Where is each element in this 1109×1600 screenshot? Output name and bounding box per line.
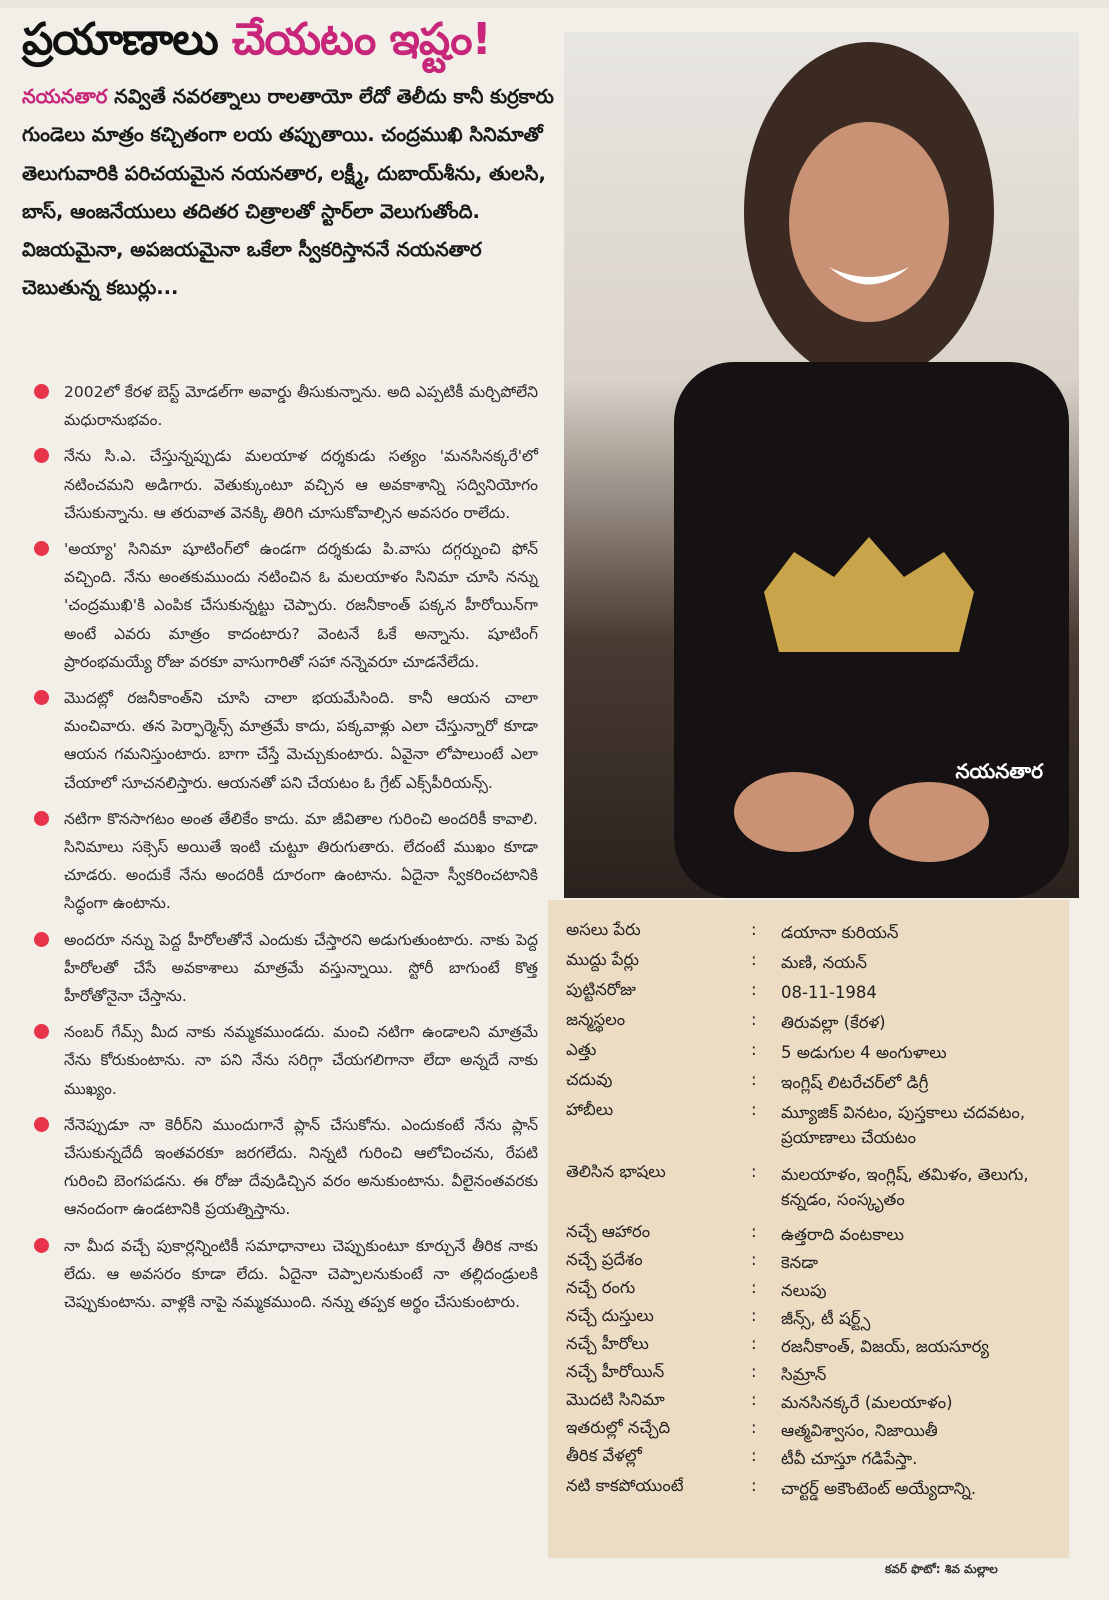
fact-value: రజనీకాంత్, విజయ్, జయసూర్య — [781, 1337, 989, 1356]
fact-colon: : — [751, 1040, 757, 1059]
fact-colon: : — [751, 1070, 757, 1089]
fact-label: నచ్చే హీరోయిన్ — [566, 1362, 665, 1381]
fact-colon: : — [751, 1476, 757, 1495]
fact-label: ఇతరుల్లో నచ్చేది — [566, 1418, 671, 1437]
fact-label: తీరిక వేళల్లో — [566, 1446, 642, 1465]
fact-colon: : — [751, 950, 757, 969]
fact-colon: : — [751, 1306, 757, 1325]
bullet-item — [26, 1018, 538, 1103]
fact-label: చదువు — [566, 1070, 613, 1089]
fact-value: డయానా కురియన్ — [781, 923, 899, 942]
bullet-dot-icon — [34, 1024, 49, 1039]
headline — [22, 14, 491, 76]
fact-value: తిరువల్లా (కేరళ) — [781, 1013, 886, 1032]
fact-colon: : — [751, 1100, 757, 1119]
fact-box — [548, 900, 1069, 1558]
bullet-item — [26, 1111, 538, 1224]
fact-colon: : — [751, 1446, 757, 1465]
fact-label: మొదటి సినిమా — [566, 1390, 665, 1409]
bullet-text: నంబర్ గేమ్స్ మీద నాకు నమ్మకముండదు. మంచి నటిగా ఉండాలని మాత్రమే నేను కోరుకుంటాను. నా పని నేను సరిగ్గా చేయగలిగానా లేదా అన్నదే నాకు ముఖ్యం. — [64, 1023, 538, 1098]
bullet-item — [26, 378, 538, 434]
fact-colon: : — [751, 1250, 757, 1269]
fact-value: జీన్స్, టీ షర్ట్స్ — [781, 1309, 871, 1328]
fact-label: అసలు పేరు — [566, 920, 641, 939]
fact-value: సిమ్రాన్ — [781, 1365, 827, 1384]
intro-text: నవ్వితే నవరత్నాలు రాలతాయో లేదో తెలీదు కానీ కుర్రకారు గుండెలు మాత్రం కచ్చితంగా లయ తప్పుతాయి. చంద్రముఖి సినిమాతో తెలుగువారికి పరిచయమైన నయనతార, లక్ష్మీ, దుబాయ్‌శీను, తులసి, బాస్, ఆంజనేయులు తదితర చిత్రాలతో స్టార్‌లా వెలుగుతోంది. విజయమైనా, అపజయమైనా ఒకేలా స్వీకరిస్తాననే నయనతార చెబుతున్న కబుర్లు... — [22, 85, 554, 300]
fact-value: చార్టర్డ్ అకౌంటెంట్ అయ్యేదాన్ని. — [781, 1479, 977, 1498]
fact-value: మణి, నయన్ — [781, 953, 867, 972]
bullet-item — [26, 1232, 538, 1317]
bullet-dot-icon — [34, 1238, 49, 1253]
page-top-band — [0, 0, 1109, 8]
photo-caption: నయనతార — [955, 759, 1043, 783]
bullet-text: నటిగా కొనసాగటం అంత తేలికేం కాదు. మా జీవితాల గురించి అందరికీ కావాలి. సినిమాలు సక్సెస్ అయితే ఇంటి చుట్టూ తిరుగుతారు. లేదంటే ముఖం కూడా చూడరు. అందుకే నేను అందరికీ దూరంగా ఉంటాను. ఏదైనా స్వీకరించటానికి సిద్ధంగా ఉంటాను. — [64, 809, 538, 913]
fact-label: ముద్దు పేర్లు — [566, 950, 639, 969]
bullet-dot-icon — [34, 448, 49, 463]
fact-colon: : — [751, 920, 757, 939]
bullet-text: 'అయ్యా' సినిమా షూటింగ్‌లో ఉండగా దర్శకుడు పి.వాసు దగ్గర్నుంచి ఫోన్ వచ్చింది. నేను అంతకుముందు నటించిన ఓ మలయాళం సినిమా చూసి నన్ను 'చంద్రముఖి'కి ఎంపిక చేసుకున్నట్టు చెప్పారు. రజనీకాంత్ పక్కన హీరోయిన్‌గా అంటే ఎవరు మాత్రం కాదంటారు? వెంటనే ఓకే అన్నాను. షూటింగ్ ప్రారంభమయ్యే రోజు వరకూ వాసుగారితో సహా నన్నెవరూ చూడనేలేదు. — [64, 540, 538, 671]
fact-colon: : — [751, 1334, 757, 1353]
fact-value: ఇంగ్లిష్ లిటరేచర్‌లో డిగ్రీ — [781, 1073, 929, 1092]
fact-colon: : — [751, 1010, 757, 1029]
fact-label: నటి కాకపోయుంటే — [566, 1476, 684, 1495]
fact-colon: : — [751, 1222, 757, 1241]
bullet-text: మొదట్లో రజనీకాంత్‌ని చూసి చాలా భయమేసింది. కానీ ఆయన చాలా మంచివారు. తన పెర్ఫార్మెన్స్ మాత్రమే కాదు, పక్కవాళ్లు ఎలా చేస్తున్నారో కూడా ఆయన గమనిస్తుంటారు. బాగా చేస్తే మెచ్చుకుంటారు. ఏవైనా లోపాలుంటే ఎలా చేయాలో సూచనలిస్తారు. ఆయనతో పని చేయటం ఓ గ్రేట్ ఎక్స్‌పీరియన్స్. — [64, 689, 538, 792]
headline-part-black: ప్రయాణాలు — [22, 14, 232, 65]
fact-value: టీవీ చూస్తూ గడిపేస్తా. — [781, 1449, 918, 1468]
fact-label: హాబీలు — [566, 1100, 614, 1119]
bullet-dot-icon — [34, 541, 49, 556]
fact-label: జన్మస్థలం — [566, 1010, 626, 1029]
fact-colon: : — [751, 1278, 757, 1297]
fact-value: మ్యూజిక్ వినటం, పుస్తకాలు చదవటం, ప్రయాణాలు చేయటం — [781, 1103, 1026, 1147]
fact-colon: : — [751, 1162, 757, 1181]
bullet-text: నేను సి.ఎ. చేస్తున్నప్పుడు మలయాళ దర్శకుడు సత్యం 'మనసినక్కరే'లో నటించమని అడిగారు. వెతుక్కుంటూ వచ్చిన ఆ అవకాశాన్ని సద్వినియోగం చేసుకున్నాను. ఆ తరువాత వెనక్కి తిరిగి చూసుకోవాల్సిన అవసరం రాలేదు. — [64, 447, 538, 522]
bullet-item — [26, 535, 538, 676]
fact-label: ఎత్తు — [566, 1040, 597, 1059]
intro-name: నయనతార — [22, 85, 108, 108]
fact-label: నచ్చే రంగు — [566, 1278, 636, 1297]
photo-credit: కవర్ ఫొటో: శివ మల్లాల — [885, 1562, 998, 1576]
bullet-item — [26, 442, 538, 527]
fact-label: నచ్చే దుస్తులు — [566, 1306, 654, 1325]
fact-label: తెలిసిన భాషలు — [566, 1162, 666, 1181]
fact-value: ఆత్మవిశ్వాసం, నిజాయితీ — [781, 1421, 938, 1440]
fact-colon: : — [751, 980, 757, 999]
bullet-text: నా మీద వచ్చే పుకార్లన్నింటికీ సమాధానాలు చెప్పుకుంటూ కూర్చునే తీరిక నాకు లేదు. ఆ అవసరం కూడా లేదు. ఏదైనా చెప్పాలనుకుంటే నా తల్లిదండ్రులకి చెప్పుకుంటాను. వాళ్లకి నాపై నమ్మకముంది. నన్ను తప్పక అర్థం చేసుకుంటారు. — [64, 1236, 538, 1312]
bullet-text: అందరూ నన్ను పెద్ద హీరోలతోనే ఎందుకు చేస్తారని అడుగుతుంటారు. నాకు పెద్ద హీరోలతో చేసే అవకాశాలు మాత్రమే వస్తున్నాయి. స్టోరీ బాగుంటే కొత్త హీరోతోనైనా చేస్తాను. — [64, 930, 538, 1006]
bullet-text: 2002లో కేరళ బెస్ట్ మోడల్‌గా అవార్డు తీసుకున్నాను. అది ఎప్పటికీ మర్చిపోలేని మధురానుభవం. — [64, 383, 538, 430]
bullet-text: నేనెప్పుడూ నా కెరీర్‌ని ముందుగానే ప్లాన్ చేసుకోను. ఎందుకంటే నేను ప్లాన్ చేసుకున్నదేదీ ఇంతవరకూ జరగలేదు. నిన్నటి గురించి ఆలోచించను, రేపటి గురించి బెంగపడను. ఈ రోజు దేవుడిచ్చిన వరం అనుకుంటాను. వీలైనంతవరకు ఆనందంగా ఉండటానికి ప్రయత్నిస్తాను. — [64, 1115, 538, 1219]
fact-label: నచ్చే ఆహారం — [566, 1222, 651, 1241]
bullet-dot-icon — [34, 811, 49, 826]
headline-part-pink: చేయటం ఇష్టం! — [232, 14, 491, 65]
fact-label: నచ్చే ప్రదేశం — [566, 1250, 643, 1269]
intro-paragraph — [22, 78, 562, 308]
bullet-list — [26, 378, 538, 1324]
bullet-dot-icon — [34, 690, 49, 705]
bullet-item — [26, 684, 538, 797]
fact-colon: : — [751, 1418, 757, 1437]
fact-value: 08-11-1984 — [781, 983, 877, 1002]
fact-colon: : — [751, 1362, 757, 1381]
fact-value: నలుపు — [781, 1281, 827, 1300]
bullet-item — [26, 805, 538, 918]
fact-label: నచ్చే హీరోలు — [566, 1334, 649, 1353]
bullet-dot-icon — [34, 1117, 49, 1132]
fact-value: కెనడా — [781, 1253, 819, 1272]
portrait-photo — [564, 32, 1079, 898]
fact-label: పుట్టినరోజు — [566, 980, 637, 999]
fact-colon: : — [751, 1390, 757, 1409]
bullet-item — [26, 926, 538, 1011]
fact-value: 5 అడుగుల 4 అంగుళాలు — [781, 1043, 947, 1062]
bullet-dot-icon — [34, 384, 49, 399]
fact-value: ఉత్తరాది వంటకాలు — [781, 1225, 904, 1244]
fact-value: మలయాళం, ఇంగ్లిష్, తమిళం, తెలుగు, కన్నడం, సంస్కృతం — [781, 1165, 1029, 1209]
bullet-dot-icon — [34, 932, 49, 947]
fact-value: మనసినక్కరే (మలయాళం) — [781, 1393, 953, 1412]
